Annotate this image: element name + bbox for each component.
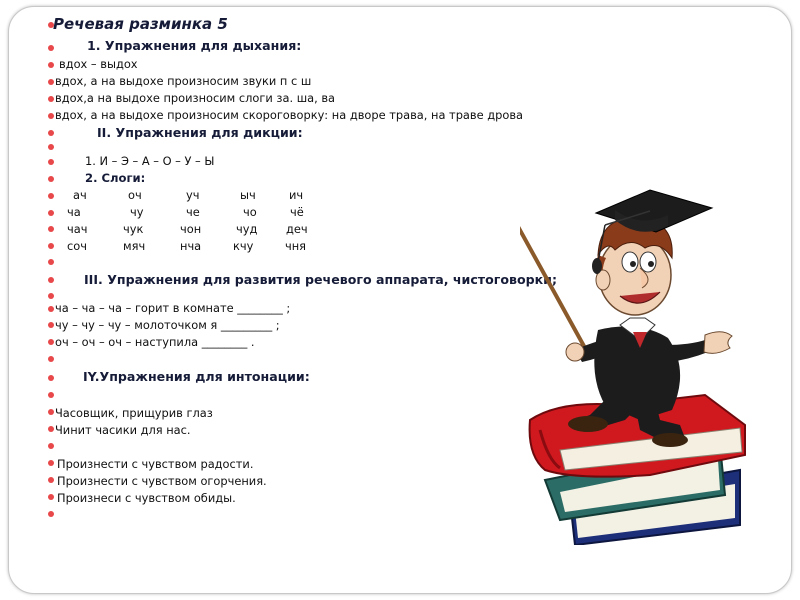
bullet (48, 511, 54, 517)
syllable: деч (286, 222, 308, 236)
articulation-line: оч – оч – оч – наступила ________ . (55, 335, 255, 349)
syllable: соч (67, 239, 87, 253)
syllable: оч (128, 188, 142, 202)
syllable: нча (180, 239, 202, 253)
slide-title: Речевая разминка 5 (53, 15, 228, 33)
syllable: ач (73, 188, 87, 202)
bullet (48, 259, 54, 265)
syllable: чач (67, 222, 88, 236)
intonation-heading: IY.Упражнения для интонации: (83, 369, 310, 384)
breathing-line: вдох, а на выдохе произносим звуки п с ш (55, 74, 312, 88)
poem-line: Чинит часики для нас. (55, 423, 191, 437)
syllable: кчу (233, 239, 254, 253)
student-on-books-illustration (520, 175, 760, 545)
syllable: чон (180, 222, 202, 236)
syllable: чуд (236, 222, 258, 236)
bullet (48, 293, 54, 299)
breathing-line: вдох – выдох (59, 57, 138, 71)
bullet (48, 130, 54, 136)
bullet (48, 477, 54, 483)
bullet (48, 443, 54, 449)
bullet (48, 159, 54, 165)
syllable: ча (67, 205, 81, 219)
bullet (48, 62, 54, 68)
poem-line: Часовщик, прищурив глаз (55, 406, 213, 420)
intonation-task: Произнести с чувством огорчения. (57, 474, 267, 488)
syllable: мяч (123, 239, 146, 253)
breathing-line: вдох,а на выдохе произносим слоги за. ша, ва (55, 91, 336, 105)
syllable: ич (289, 188, 304, 202)
syllable: чня (285, 239, 307, 253)
bullet (48, 243, 54, 249)
intonation-task: Произнеси с чувством обиды. (57, 491, 236, 505)
syllable: чук (123, 222, 144, 236)
bullet (48, 356, 54, 362)
bullet (48, 375, 54, 381)
bullet (48, 45, 54, 51)
pointer-stick-icon (520, 212, 585, 348)
breathing-heading: 1. Упражнения для дыхания: (87, 38, 302, 53)
bullet (48, 113, 54, 119)
bullet (48, 96, 54, 102)
syllable: че (186, 205, 200, 219)
bullet (48, 277, 54, 283)
syllable: чо (243, 205, 257, 219)
syllable: уч (186, 188, 200, 202)
diction-item-2: 2. Слоги: (85, 171, 146, 185)
bullet (48, 306, 54, 312)
bullet (48, 193, 54, 199)
bullet (48, 210, 54, 216)
bullet (48, 144, 54, 150)
bullet (48, 176, 54, 182)
bullet (48, 392, 54, 398)
bullet (48, 79, 54, 85)
diction-heading: II. Упражнения для дикции: (97, 125, 303, 140)
syllable: ыч (240, 188, 256, 202)
bullet (48, 322, 54, 328)
bullet (48, 460, 54, 466)
bullet (48, 426, 54, 432)
bullet (48, 409, 54, 415)
syllable: чё (290, 205, 304, 219)
articulation-heading: III. Упражнения для развития речевого аппарата, чистоговорки; (84, 272, 558, 287)
bullet (48, 339, 54, 345)
bullet (48, 494, 54, 500)
bullet (48, 226, 54, 232)
articulation-line: чу – чу – чу – молоточком я _________ ; (55, 318, 280, 332)
diction-item-1: 1. И – Э – А – О – У – Ы (85, 154, 215, 168)
intonation-task: Произнести с чувством радости. (57, 457, 254, 471)
syllable: чу (130, 205, 144, 219)
breathing-line: вдох, а на выдохе произносим скороговорку: на дворе трава, на траве дрова (55, 108, 524, 122)
articulation-line: ча – ча – ча – горит в комнате ________ ; (55, 301, 291, 315)
